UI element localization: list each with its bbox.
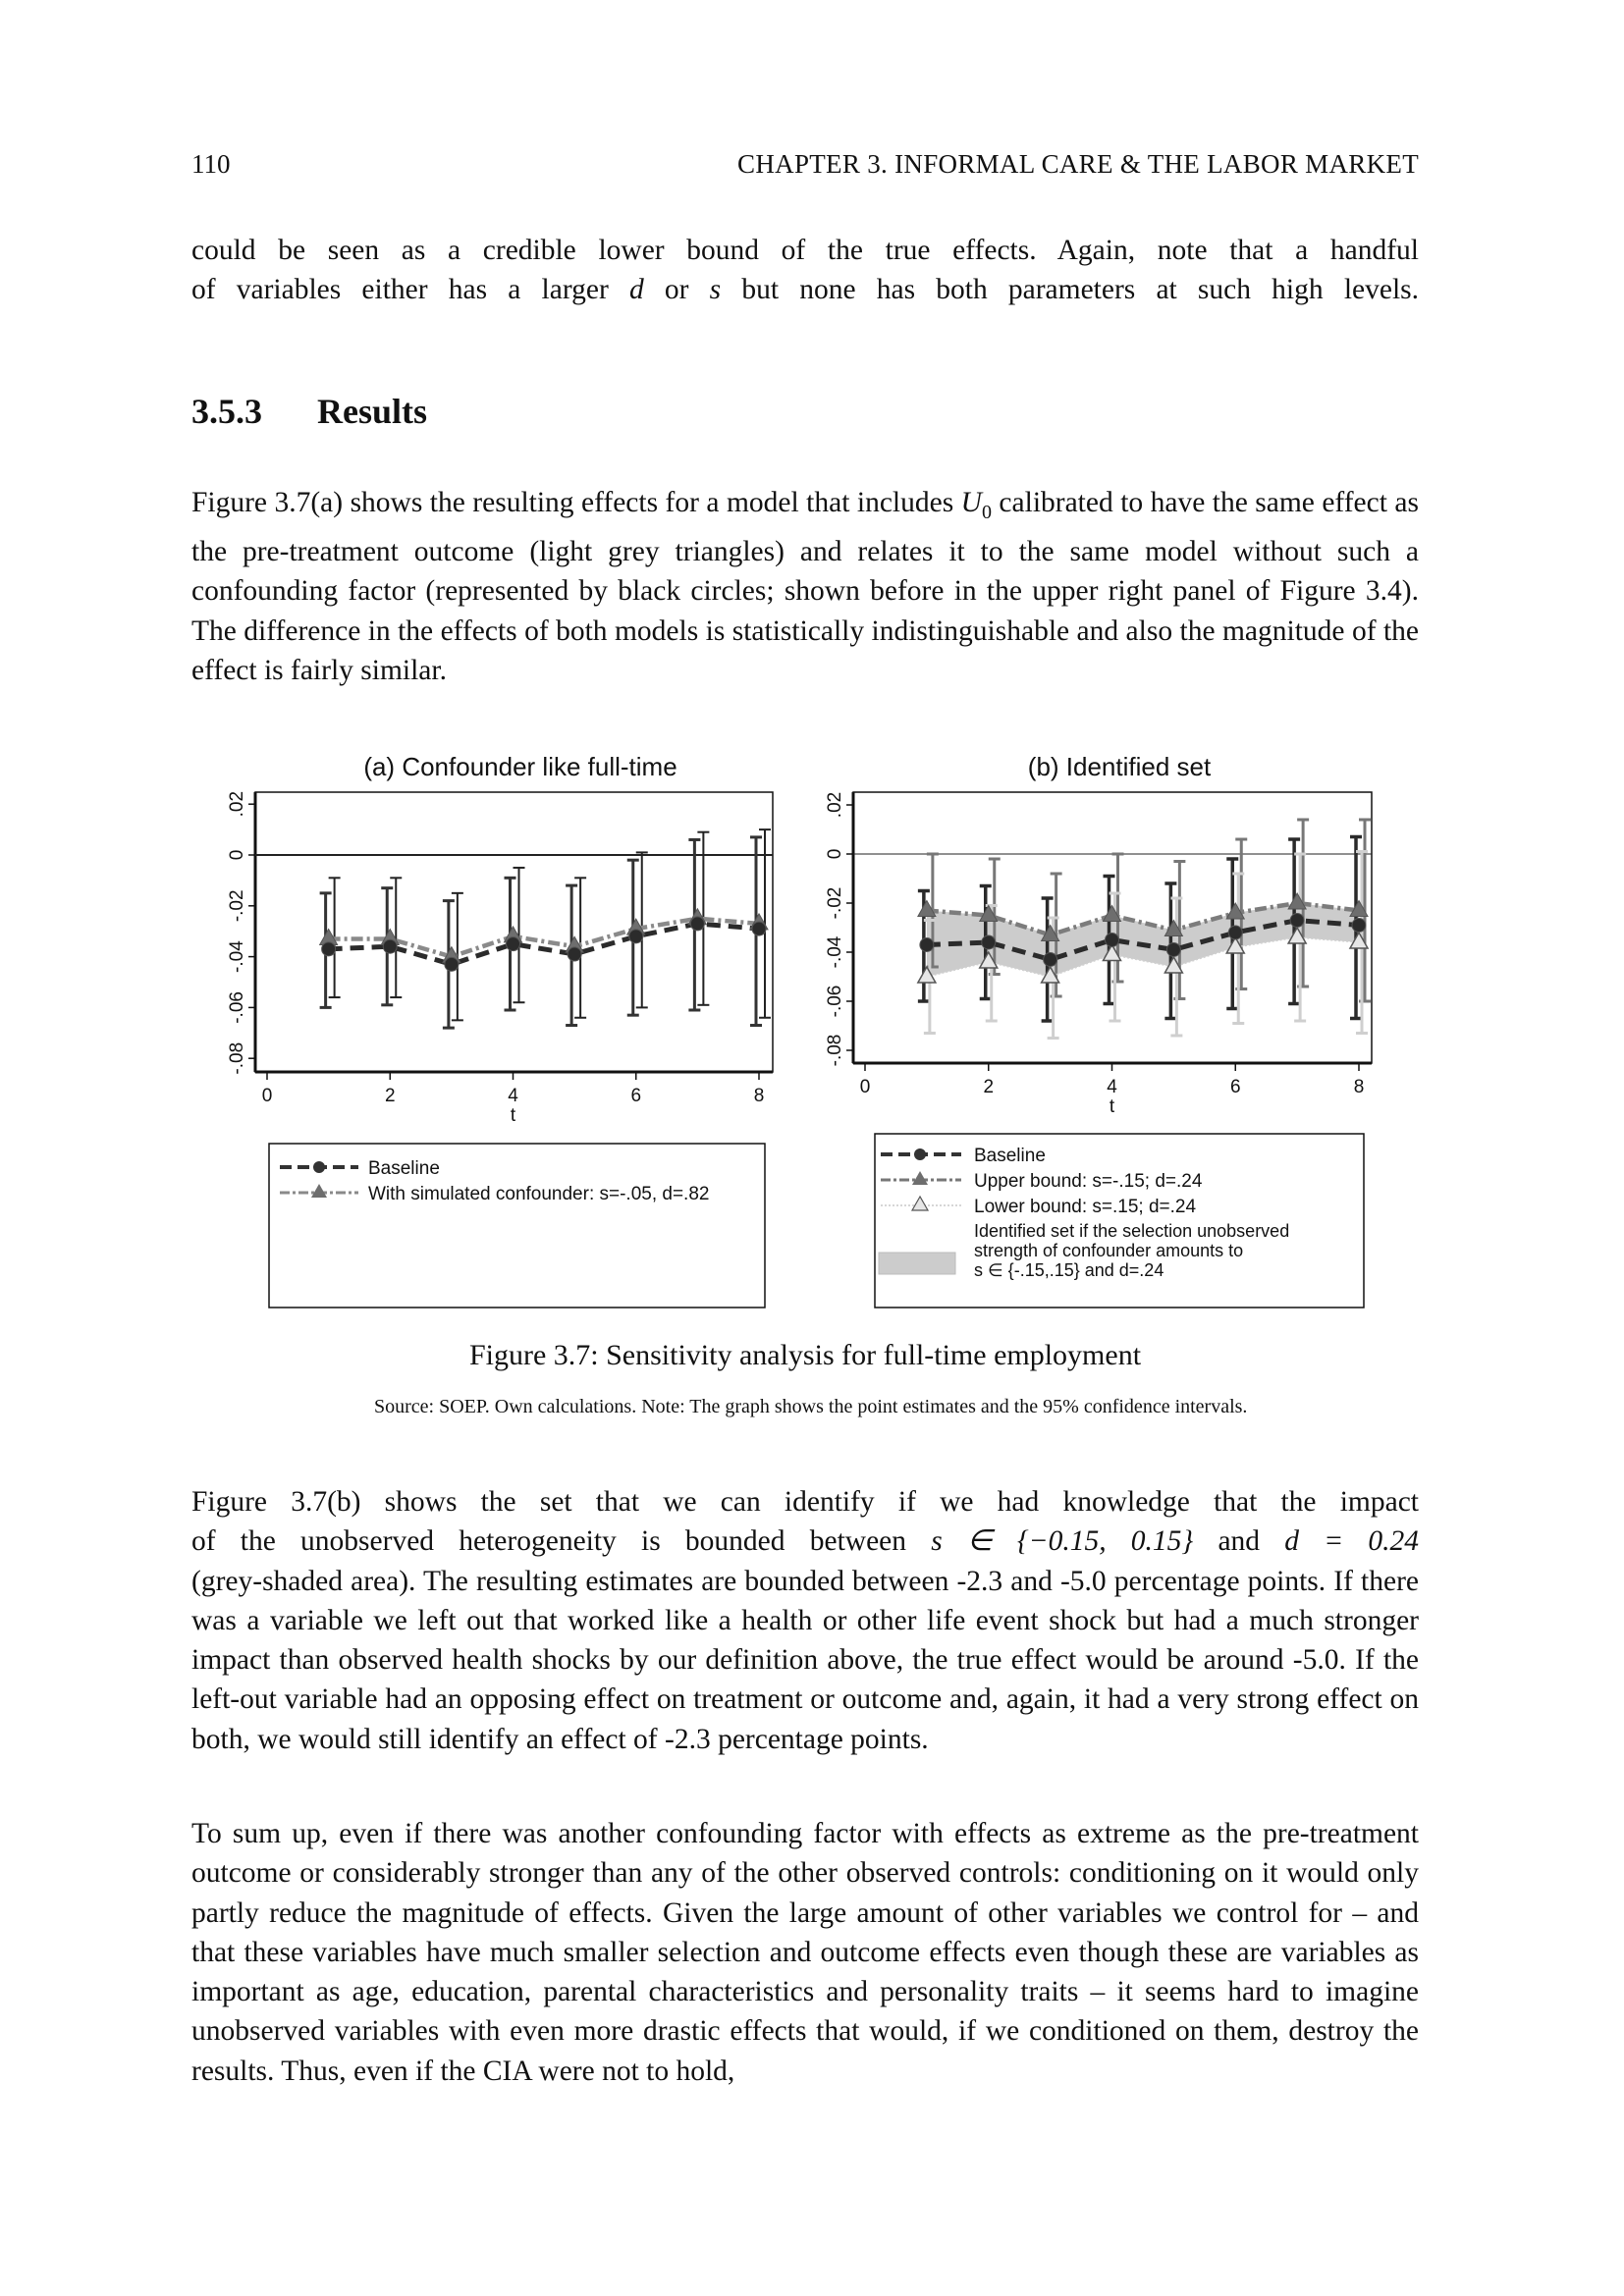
- circle-marker: [445, 957, 459, 971]
- y-tick-label: -.04: [825, 935, 846, 969]
- intro-line-1: could be seen as a credible lower bound of the true effects. Again, note that a handful: [191, 235, 1419, 266]
- intro-paragraph: [191, 231, 1419, 310]
- para-b-line-1: Figure 3.7(b) shows the set that we can identify if we had knowledge that the impact: [191, 1486, 1419, 1518]
- section-number: 3.5.3: [191, 392, 262, 431]
- circle-marker: [752, 922, 766, 935]
- y-tick-label: -.02: [825, 886, 846, 920]
- circle-marker: [383, 939, 397, 953]
- x-tick-label: 6: [1229, 1077, 1241, 1097]
- circle-marker: [1044, 953, 1057, 967]
- legend-label: Baseline: [368, 1158, 440, 1179]
- x-tick-label: 0: [859, 1077, 871, 1097]
- circle-marker: [629, 930, 643, 943]
- x-axis-label: t: [1109, 1096, 1115, 1117]
- circle-marker: [982, 935, 996, 949]
- circle-marker: [1352, 919, 1366, 933]
- math-d: d: [628, 274, 644, 306]
- x-tick-label: 4: [508, 1086, 518, 1106]
- y-tick-label: .02: [227, 790, 248, 818]
- chart-title: (b) Identified set: [1027, 752, 1212, 781]
- legend-a: [269, 1144, 765, 1308]
- y-tick-label: -.02: [227, 889, 248, 923]
- x-tick-label: 2: [384, 1086, 396, 1106]
- x-tick-label: 8: [1353, 1077, 1365, 1097]
- x-tick-label: 2: [983, 1077, 995, 1097]
- circle-marker: [690, 917, 704, 931]
- circle-marker: [322, 942, 336, 956]
- circle-icon: [914, 1148, 926, 1160]
- y-tick-label: -.04: [227, 940, 248, 973]
- chart-a: [227, 752, 773, 1126]
- x-tick-label: 8: [753, 1086, 765, 1106]
- legend-label: strength of confounder amounts to: [974, 1241, 1244, 1260]
- legend-label: Baseline: [974, 1146, 1046, 1166]
- legend-area-swatch: [879, 1253, 955, 1274]
- para-b-rest: (grey-shaded area). The resulting estimates are bounded between -2.3 and -5.0 percentage points. If there was a variable we left out that worked like a health or other life event shock but had a much stronger impact than observed health shocks by our definition above, the true effect would be around -5.0. If the left-out variable had an opposing effect on treatment or outcome and, again, it had a very strong effect on both, we would still identify an effect of -2.3 percentage points.: [191, 1565, 1419, 1755]
- text-span: of variables either has a larger: [191, 274, 629, 306]
- intro-line-2: [191, 270, 1419, 309]
- text-span: but none has both parameters at such high levels.: [721, 274, 1419, 306]
- y-tick-label: -.06: [227, 991, 248, 1024]
- circle-marker: [1106, 934, 1119, 947]
- x-axis-label: t: [510, 1105, 516, 1126]
- legend-label: Lower bound: s=.15; d=.24: [974, 1197, 1197, 1217]
- legend-label: Upper bound: s=-.15; d=.24: [974, 1171, 1203, 1192]
- paragraph-c: To sum up, even if there was another confounding factor with effects as extreme as the pre-treatment outcome or considerably stronger than any of the other observed controls: conditioning on it would only partly reduce the magnitude of effects. Given the large amount of other variables we control for – and that these variables have much smaller selection and outcome effects even though these are variables as important as age, education, parental characteristics and personality traits – it seems hard to imagine unobserved variables with even more drastic effects that would, if we conditioned on them, destroy the results. Thus, even if the CIA were not to hold,: [191, 1818, 1419, 2087]
- circle-marker: [568, 947, 581, 961]
- section-heading: [191, 391, 427, 432]
- legend-label: With simulated confounder: s=-.05, d=.82: [368, 1184, 710, 1204]
- results-paragraph: [191, 483, 1419, 690]
- circle-marker: [1228, 926, 1242, 939]
- text-span: or: [643, 274, 710, 306]
- para-b-line-2: [191, 1522, 1419, 1561]
- math-s-set: s ∈ {−0.15, 0.15}: [931, 1525, 1194, 1558]
- y-tick-label: 0: [227, 849, 248, 861]
- math-u: U: [960, 487, 982, 518]
- x-tick-label: 0: [261, 1086, 273, 1106]
- y-tick-label: -.08: [825, 1034, 846, 1067]
- x-tick-label: 6: [630, 1086, 642, 1106]
- chart-b: [825, 752, 1372, 1117]
- page-number: 110: [191, 149, 231, 179]
- circle-marker: [507, 937, 520, 951]
- text-span: and: [1193, 1525, 1285, 1558]
- circle-marker: [1166, 943, 1180, 957]
- circle-icon: [313, 1161, 325, 1173]
- figure-note: Source: SOEP. Own calculations. Note: The graph shows the point estimates and the 95% confidence intervals.: [374, 1396, 1248, 1417]
- text-span: Figure 3.7(a) shows the resulting effects for a model that includes: [191, 487, 961, 518]
- legend-b: [875, 1134, 1364, 1308]
- y-tick-label: -.06: [825, 985, 846, 1018]
- circle-marker: [1290, 914, 1304, 928]
- math-subscript: 0: [981, 501, 992, 523]
- section-title: Results: [317, 392, 428, 431]
- figure-svg: [191, 746, 1419, 1315]
- legend-label: s ∈ {-.15,.15} and d=.24: [974, 1260, 1164, 1280]
- y-tick-label: .02: [825, 791, 846, 819]
- figure-caption: Figure 3.7: Sensitivity analysis for full-time employment: [468, 1339, 1142, 1371]
- y-tick-label: -.08: [227, 1041, 248, 1075]
- y-tick-label: 0: [825, 848, 846, 860]
- x-tick-label: 4: [1107, 1077, 1117, 1097]
- chart-title: (a) Confounder like full-time: [363, 752, 677, 781]
- legend-label: Identified set if the selection unobserved: [974, 1221, 1290, 1241]
- paragraph-b: [191, 1482, 1419, 1759]
- figure-3-7: [191, 746, 1419, 1315]
- text-span: calibrated to have the same effect as the pre-treatment outcome (light grey triangles) and relates it to the same model without such a confounding factor (represented by black circles; shown before in the upper right panel of Figure 3.4). The difference in the effects of both models is statistically indistinguishable and also the magnitude of the effect is fairly similar.: [191, 487, 1419, 687]
- math-s: s: [709, 274, 722, 306]
- math-d-value: d = 0.24: [1284, 1525, 1419, 1558]
- chapter-title: CHAPTER 3. INFORMAL CARE & THE LABOR MARKET: [737, 149, 1419, 179]
- text-span: of the unobserved heterogeneity is bounded between: [191, 1525, 932, 1558]
- circle-marker: [920, 938, 934, 952]
